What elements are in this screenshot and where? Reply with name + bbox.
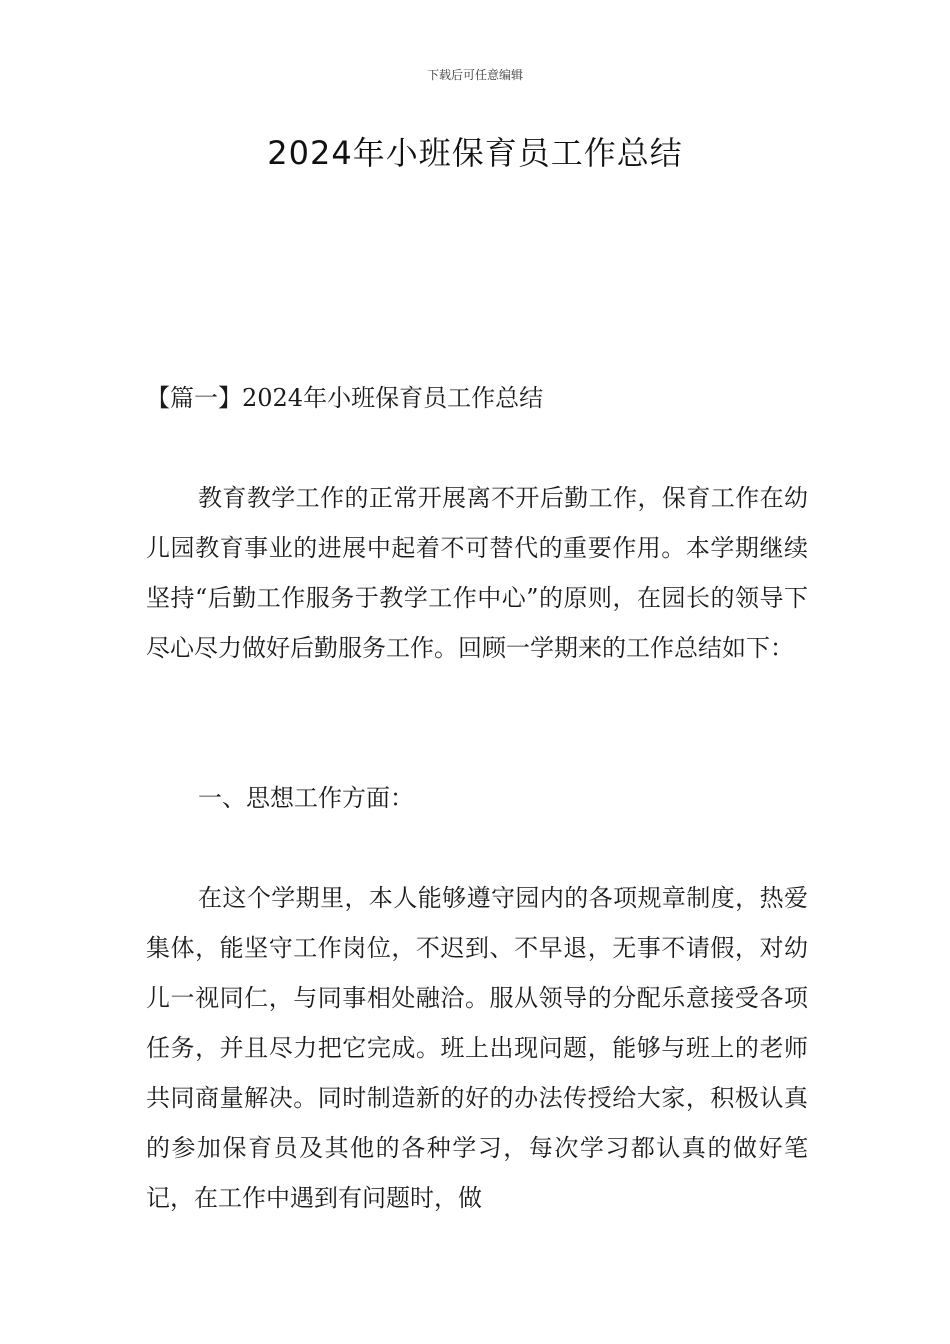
- header-note: 下载后可任意编辑: [426, 68, 523, 82]
- body-paragraph: 在这个学期里，本人能够遵守园内的各项规章制度，热爱集体，能坚守工作岗位，不迟到、不早退，无事不请假，对幼儿一视同仁，与同事相处融洽。服从领导的分配乐意接受各项任务，并且尽力把它完成。班上出现问题，能够与班上的老师共同商量解决。同时制造新的好的办法传授给大家，积极认真的参加保育员及其他的各种学习，每次学习都认真的做好笔记，在工作中遇到有问题时，做: [146, 884, 808, 1212]
- section-heading: 【篇一】2024年小班保育员工作总结: [146, 384, 544, 412]
- subheading-paragraph: 一、思想工作方面：: [198, 784, 414, 812]
- document-title: 2024年小班保育员工作总结: [267, 134, 683, 172]
- intro-paragraph: 教育教学工作的正常开展离不开后勤工作，保育工作在幼儿园教育事业的进展中起着不可替代的重要作用。本学期继续坚持“后勤工作服务于教学工作中心”的原则，在园长的领导下尽心尽力做好后勤服务工作。回顾一学期来的工作总结如下：: [146, 484, 808, 662]
